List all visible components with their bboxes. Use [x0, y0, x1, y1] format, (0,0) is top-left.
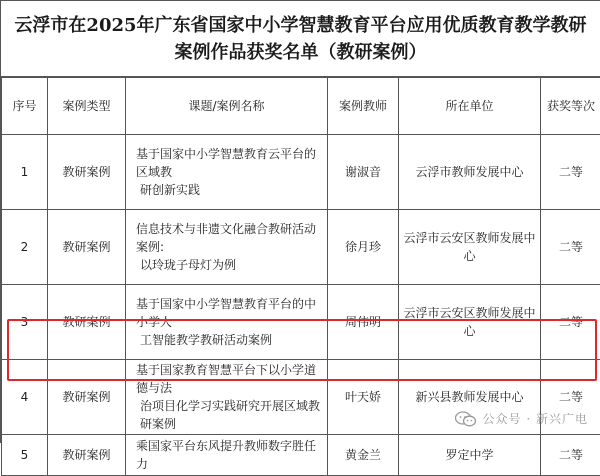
- cell-teacher: 谢淑音: [328, 135, 399, 210]
- title-line-1: 云浮市在2025年广东省国家中小学智慧教育平台应用优质教育教学教研: [14, 12, 586, 39]
- cell-type: 教研案例: [48, 210, 126, 285]
- topic-line-2: 工智能教学教研活动案例: [136, 331, 321, 349]
- cell-award: 二等: [541, 210, 600, 285]
- cell-no: 4: [2, 360, 48, 435]
- cell-teacher: 黄金兰: [328, 435, 399, 476]
- cell-type: 教研案例: [48, 135, 126, 210]
- table-row: [2, 285, 600, 360]
- cell-no: 5: [2, 435, 48, 476]
- cell-topic: [126, 135, 328, 210]
- cell-teacher: 徐月珍: [328, 210, 399, 285]
- header-type: 案例类型: [48, 78, 126, 135]
- cell-unit: 云浮市云安区教师发展中心: [399, 210, 541, 285]
- cell-type: 教研案例: [48, 285, 126, 360]
- cell-topic: [126, 210, 328, 285]
- topic-line-2: 研创新实践: [136, 181, 321, 199]
- topic-line-2: 以玲珑子母灯为例: [136, 256, 321, 274]
- cell-unit: 新兴县教师发展中心: [399, 360, 541, 435]
- watermark: [455, 410, 588, 427]
- header-award: 获奖等次: [541, 78, 600, 135]
- cell-award: 二等: [541, 435, 600, 476]
- header-unit: 所在单位: [399, 78, 541, 135]
- topic-line-2: 治项目化学习实践研究开展区域教研案例: [136, 397, 321, 433]
- cell-no: 1: [2, 135, 48, 210]
- document-title: [1, 1, 600, 77]
- topic-line-1: 基于国家中小学智慧教育云平台的区域教: [136, 145, 321, 181]
- header-teacher: 案例教师: [328, 78, 399, 135]
- cell-type: 教研案例: [48, 435, 126, 476]
- cell-no: 3: [2, 285, 48, 360]
- header-topic: 课题/案例名称: [126, 78, 328, 135]
- cell-type: 教研案例: [48, 360, 126, 435]
- cell-topic: [126, 285, 328, 360]
- cell-topic: [126, 360, 328, 435]
- table-row: [2, 435, 600, 476]
- table-header-row: [2, 78, 600, 135]
- title-line-2: 案例作品获奖名单（教研案例）: [14, 39, 586, 66]
- wechat-icon: [455, 411, 477, 427]
- topic-line-1: 基于国家教育智慧平台下以小学道德与法: [136, 361, 321, 397]
- cell-teacher: 周伟明: [328, 285, 399, 360]
- cell-topic: [126, 435, 328, 476]
- topic-line-1: 乘国家平台东风提升教师数字胜任力: [136, 437, 321, 473]
- table-row: [2, 135, 600, 210]
- cell-award: 二等: [541, 285, 600, 360]
- cell-teacher: 叶天娇: [328, 360, 399, 435]
- table-row: [2, 210, 600, 285]
- cell-award: 二等: [541, 135, 600, 210]
- cell-unit: 云浮市云安区教师发展中心: [399, 285, 541, 360]
- watermark-text: 公众号 · 新兴广电: [483, 410, 588, 427]
- cell-no: 2: [2, 210, 48, 285]
- header-no: 序号: [2, 78, 48, 135]
- topic-line-1: 信息技术与非遗文化融合教研活动案例:: [136, 220, 321, 256]
- cell-award: 二等: [541, 360, 600, 435]
- cell-unit: 罗定中学: [399, 435, 541, 476]
- cell-unit: 云浮市教师发展中心: [399, 135, 541, 210]
- topic-line-1: 基于国家中小学智慧教育平台的中小学人: [136, 295, 321, 331]
